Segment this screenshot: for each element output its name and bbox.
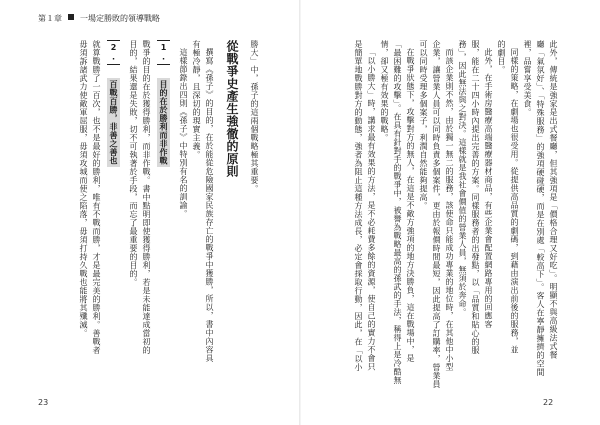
chapter-label: 第１章 — [38, 14, 62, 23]
chapter-title: 一場定勝敗的領導戰略 — [80, 14, 160, 23]
running-header — [38, 13, 160, 24]
page-number-right: 22 — [543, 398, 554, 407]
subheading-title: 目的在於勝利而非作戰 — [159, 79, 168, 165]
section-heading: 從戰爭史產生強徹的原則 — [225, 40, 239, 178]
left-text-line: 撰寫《孫子》的目的，在於能從危險國家民族存亡的戰爭中獲勝，所以，書中內容具 — [205, 48, 214, 363]
right-text-line: 企業，讓營業人員可以同時負責多個案件，更由於報價時間最短，因此提高了訂購率，營業員 — [432, 40, 441, 389]
subheading-title: 百戰百勝，非善之善也 — [109, 79, 118, 165]
left-text-line: 戰爭的目的在於獲得勝利，而非作戰。書中點明即使獲得勝利，若是未能達成當初的 — [142, 40, 151, 355]
right-text-line: 可以同時受理多個案子，利潤自然能夠提高。 — [419, 40, 428, 210]
left-text-line: 有極冷靜，且深切的現實主義。 — [192, 40, 201, 159]
subheading-number: 1. — [157, 40, 170, 65]
page-number-left: 23 — [38, 398, 49, 407]
right-text-line: 「最困難的攻擊」。在具有針對手的戰爭中，被譽為戰略最高的孫武的手法，稱得上是冷酷無 — [393, 40, 402, 385]
left-text-line: 就算戰勝了一百次，也不是最好的勝利，唯有不戰而勝，才是最完美的勝利。善戰者 — [92, 40, 101, 355]
left-text-line: 毋須訴諸武力使敵軍屈服，毋須攻城而使之陷落，毋須打持久戰也能將其殲滅。 — [79, 40, 88, 338]
left-text-line: 目的，結果還是失敗，切不可執著於手段，而忘了最重要的目的。 — [129, 40, 138, 287]
right-text-line: 此外，傳統是強家是出式餐廳，但其強項是「價格合理又好吃」。明顯不與高級法式餐 — [549, 40, 558, 359]
right-text-line: 此外，在手術房醫療高端醫療器材商品，有些企業會配置網路專用的回應客 — [484, 48, 493, 329]
subheading-2 — [107, 40, 120, 167]
right-text-line: 服，能在二十四小時內提出完善的方案。同樣服務者的出發點，以「品質和貼心的服 — [471, 40, 480, 355]
right-text-line: 廳「氣氛好」、「特殊服務」的強項硬碰硬，而是在別處「較高下」。客人在寧靜擁擠的空間 — [536, 40, 545, 377]
right-text-line: 情，卻又極有效果的戰略。 — [380, 40, 389, 142]
right-text-line: 同樣的策略，在劇場也很受用。從提供高品質的劇碼，到藉由演出前後的服務，並 — [510, 48, 519, 354]
left-text-line: 勝大」中，孫子的這兩個戰略極其重要。 — [250, 40, 259, 193]
left-text-line: 這樣節錄出四則《孫子》中特別有名的訓諭。 — [179, 48, 188, 218]
header-square-icon — [68, 14, 74, 20]
right-text-line: 裡，品嘗享受美食。 — [523, 40, 532, 117]
right-text-line: 是簡單地戰勝對方的動態，強者為阻止這種方法成長，必定會採取行動，因此，在「以小 — [354, 40, 363, 372]
subheading-number: 2. — [107, 40, 120, 65]
right-text-line: 「以小勝大」時，講求最有效果的方法，是不必耗費多餘的資源，使自己的實力不會只 — [367, 48, 376, 371]
right-text-line: 的劇目。 — [497, 40, 506, 74]
right-text-line: 而該企業則不然，由於獨一無二的服務，該使命只能成功專業的地位時，在其他中小型 — [445, 48, 454, 371]
book-spine — [299, 0, 301, 425]
right-text-line: 在戰爭狀態下，攻擊對方的無人，在這是不敵方強項的地方決勝負，這在戰場中，是 — [406, 48, 415, 363]
subheading-1 — [157, 40, 170, 167]
right-text-line: 務」，因此無法與之對決。這樣就是我社會價值的營業人員，無須於奔命。 — [458, 40, 467, 317]
